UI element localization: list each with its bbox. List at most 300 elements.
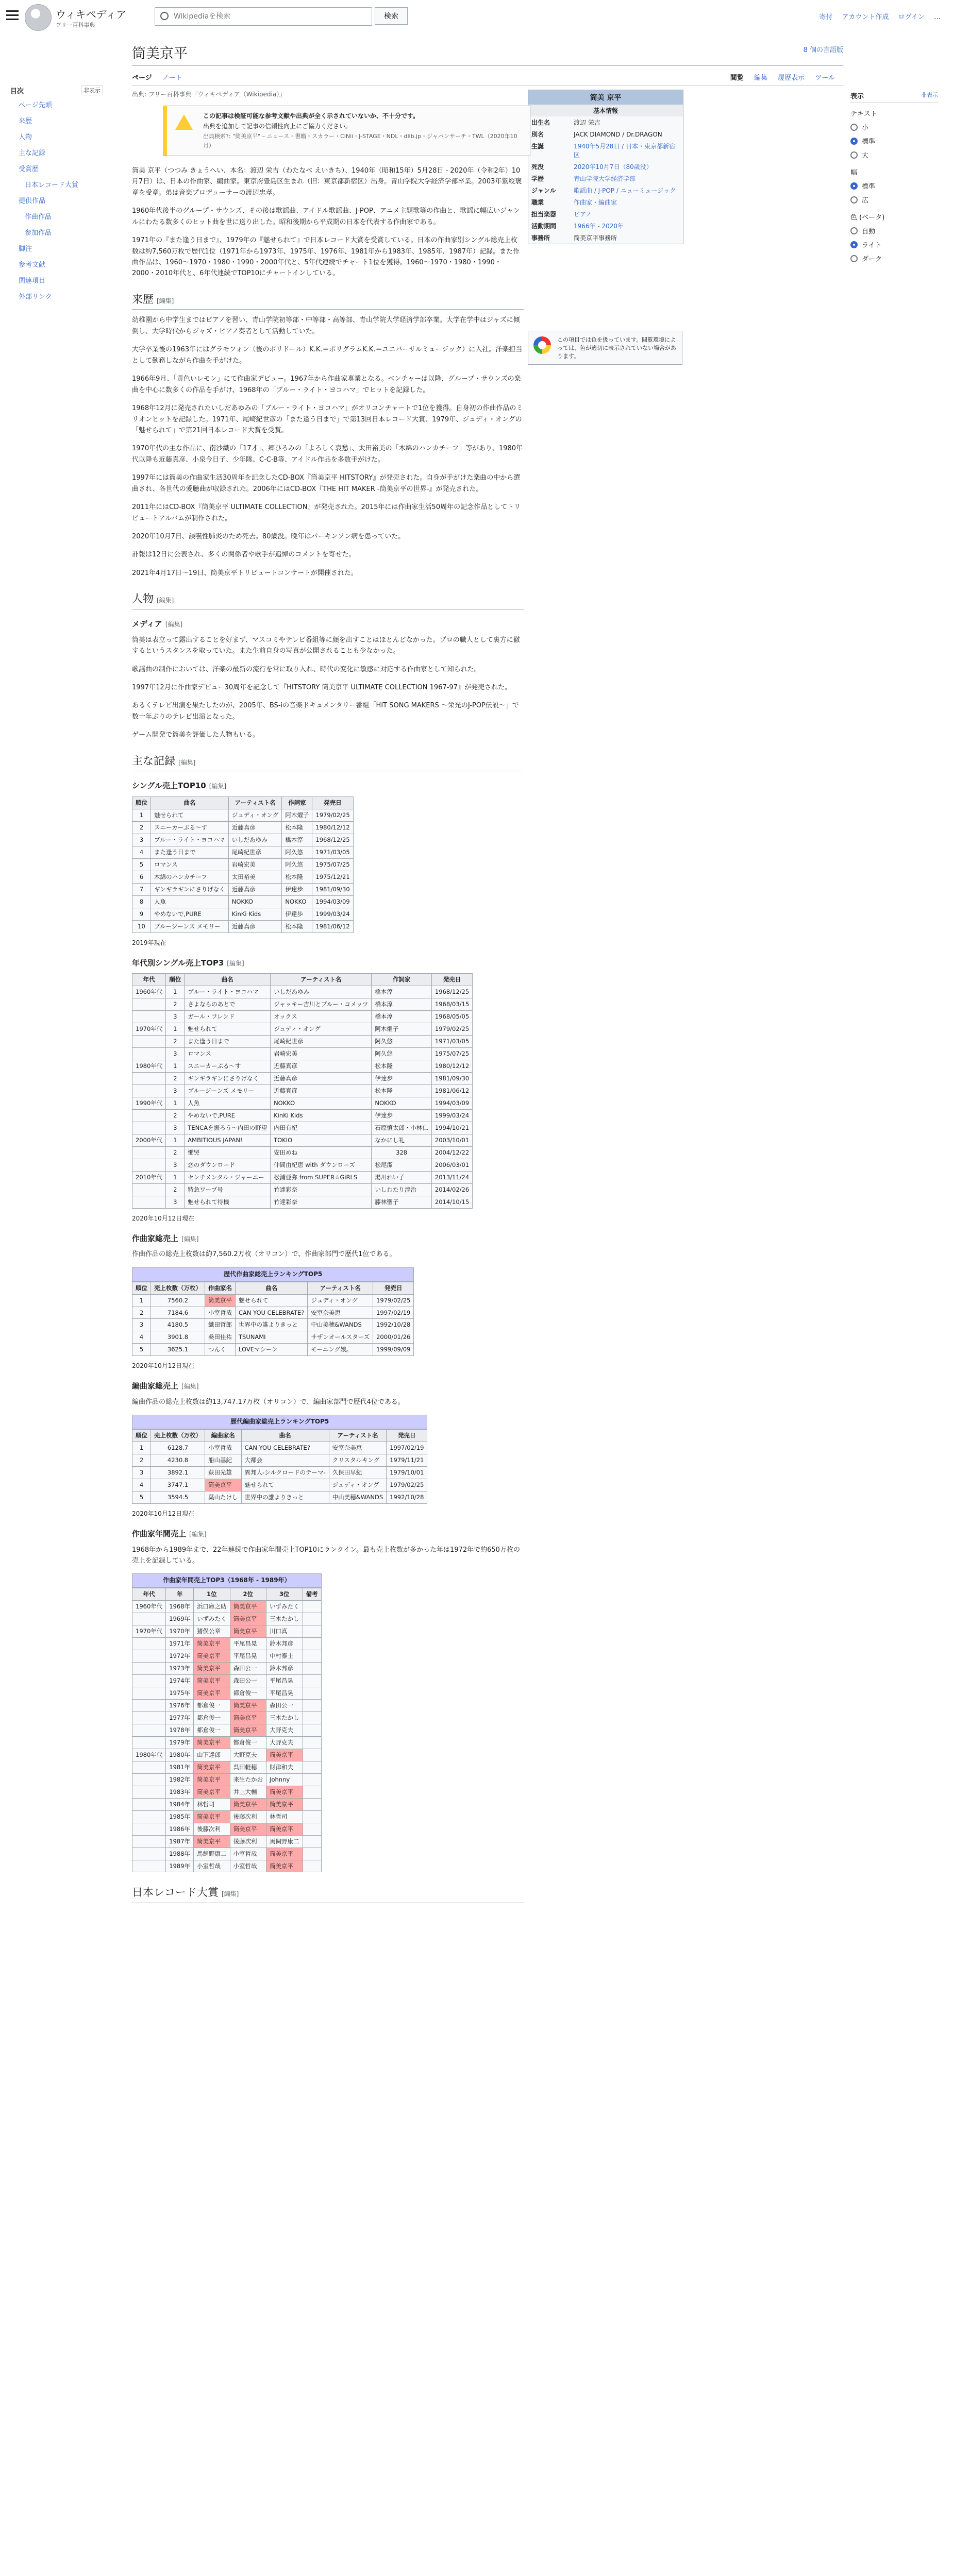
column-header: 順位 bbox=[166, 974, 185, 986]
table-row bbox=[132, 883, 354, 895]
table-cell: オックス bbox=[271, 1011, 372, 1023]
table-row bbox=[132, 1749, 322, 1761]
language-button[interactable]: 8 個の言語版 bbox=[803, 46, 843, 54]
table-cell: いずみたく bbox=[266, 1601, 303, 1613]
table-row bbox=[132, 1736, 322, 1749]
table-cell: CAN YOU CELEBRATE? bbox=[236, 1307, 308, 1319]
table-cell: 松本隆 bbox=[372, 1060, 432, 1073]
table-cell bbox=[303, 1786, 321, 1798]
table-row bbox=[132, 1479, 427, 1492]
table-cell: 1981/06/12 bbox=[431, 1085, 472, 1097]
table-cell: NOKKO bbox=[271, 1097, 372, 1110]
table-cell: 1960年代 bbox=[132, 986, 166, 998]
tab-history[interactable]: 履歴表示 bbox=[778, 74, 805, 82]
table-cell: 2 bbox=[166, 1073, 185, 1085]
table-cell: ジュディ・オング bbox=[271, 1023, 372, 1036]
paragraph: 大学卒業後の1963年にはグラモフォン（後のポリドール）K.K.＝ポリグラムK.K.＝ユニバーサルミュージック）に入社。洋楽担当として勤務しながら作曲を手がけた。 bbox=[132, 346, 523, 365]
table-row bbox=[132, 1110, 473, 1122]
table-row bbox=[132, 1798, 322, 1810]
table-cell bbox=[303, 1699, 321, 1711]
table-cell: 5 bbox=[132, 1492, 151, 1504]
table-cell bbox=[132, 1122, 166, 1134]
table-cell bbox=[303, 1687, 321, 1699]
as-of-note: 2020年10月12日現在 bbox=[132, 1510, 195, 1517]
toc-sidebar bbox=[10, 82, 103, 307]
table-cell: 尾崎紀世彦 bbox=[271, 1036, 372, 1048]
appearance-hide-button[interactable]: 非表示 bbox=[921, 92, 938, 98]
table-cell: 筒美京平 bbox=[266, 1860, 303, 1872]
table-cell: 船山基紀 bbox=[205, 1454, 242, 1467]
tab-page[interactable]: ページ bbox=[132, 74, 152, 82]
tab-read[interactable]: 閲覧 bbox=[730, 74, 744, 82]
color-notice: この項目では色を扱っています。閲覧環境によっては、色が適切に表示されていない場合があります。 bbox=[528, 331, 682, 365]
paragraph: ゲーム開発で筒美を評価した人物もいる。 bbox=[132, 731, 260, 739]
table-cell bbox=[132, 1810, 166, 1823]
toc-item[interactable]: 作曲作品 bbox=[25, 213, 52, 221]
table-row bbox=[132, 1492, 427, 1504]
table-cell: 1979/02/25 bbox=[431, 1023, 472, 1036]
table-row bbox=[132, 1060, 473, 1073]
table-header-row bbox=[132, 1430, 427, 1442]
table-cell: 山下達郎 bbox=[194, 1749, 230, 1761]
paragraph: 訃報は12日に公表され、多くの関係者や歌手が追悼のコメントを寄せた。 bbox=[132, 551, 356, 559]
color-auto-radio[interactable]: 自動 bbox=[850, 226, 938, 235]
table-cell: ギンギラギンにさりげなく bbox=[151, 883, 229, 895]
table-row bbox=[132, 908, 354, 920]
edit-section-link[interactable]: [編集] bbox=[222, 1890, 239, 1898]
table-row bbox=[132, 1674, 322, 1687]
table-cell: 平尾昌晃 bbox=[266, 1687, 303, 1699]
table-cell: 筒美京平 bbox=[194, 1835, 230, 1848]
table-cell bbox=[132, 1699, 166, 1711]
table-cell: 1976年 bbox=[166, 1699, 194, 1711]
table-row bbox=[132, 1687, 322, 1699]
table-cell: 1968/12/25 bbox=[431, 986, 472, 998]
more-menu-icon[interactable]: … bbox=[934, 13, 941, 21]
text-standard-radio[interactable]: 標準 bbox=[850, 136, 938, 146]
table-cell: 魅せられて bbox=[185, 1023, 271, 1036]
table-cell: いしわたり淳治 bbox=[372, 1183, 432, 1196]
table-cell: 1999/03/24 bbox=[312, 908, 353, 920]
table-cell bbox=[303, 1860, 321, 1872]
table-cell: ギンギラギンにさりげなく bbox=[185, 1073, 271, 1085]
edit-section-link[interactable]: [編集] bbox=[165, 620, 183, 628]
table-cell: 伊達歩 bbox=[372, 1110, 432, 1122]
table-cell: 2003/10/01 bbox=[431, 1134, 472, 1146]
search-button[interactable]: 検索 bbox=[375, 7, 408, 25]
table-cell: 2 bbox=[132, 1454, 151, 1467]
table-cell: 小室哲哉 bbox=[205, 1442, 242, 1454]
table-cell: 2014/10/15 bbox=[431, 1196, 472, 1208]
table-cell: 2 bbox=[166, 998, 185, 1011]
table-cell: 小室哲哉 bbox=[194, 1860, 230, 1872]
paragraph: 筒美は表立って露出することを好まず、マスコミやテレビ番組等に顔を出すことはほとんどなかった。プロの職人として裏方に徹するというスタンスを取っていた。また生前自身の写真が公開されることも少なかった。 bbox=[132, 636, 520, 655]
page-tabs bbox=[132, 69, 843, 86]
section-heading: 日本レコード大賞 [編集] bbox=[132, 1884, 524, 1903]
table-cell bbox=[132, 1786, 166, 1798]
table-cell: 橋本淳 bbox=[282, 834, 312, 846]
table-row bbox=[132, 1097, 473, 1110]
table-cell: 恋のダウンロード bbox=[185, 1159, 271, 1171]
table-row bbox=[132, 895, 354, 908]
table-cell: 1968/12/25 bbox=[312, 834, 353, 846]
table-caption: 歴代作曲家総売上ランキングTOP5 bbox=[132, 1267, 414, 1282]
table-cell: 1985年 bbox=[166, 1810, 194, 1823]
table-row bbox=[132, 1663, 322, 1675]
table-cell: 1970年代 bbox=[132, 1625, 166, 1638]
table-cell: ジャッキー吉川とブルー・コメッツ bbox=[271, 998, 372, 1011]
section-heading: 来歴 [編集] bbox=[132, 291, 524, 310]
infobox-title: 筒美 京平 bbox=[528, 90, 683, 105]
toc-item[interactable]: 主な記録 bbox=[19, 149, 46, 157]
column-header: 発売日 bbox=[373, 1282, 414, 1294]
width-standard-radio[interactable]: 標準 bbox=[850, 181, 938, 191]
table-cell: 財津和夫 bbox=[266, 1761, 303, 1773]
color-light-radio[interactable]: ライト bbox=[850, 240, 938, 249]
table-cell: 1997/02/19 bbox=[373, 1307, 414, 1319]
table-cell: 3 bbox=[132, 1319, 151, 1331]
infobox-row: ジャンル 歌謡曲 / J-POP / ニューミュージック bbox=[531, 187, 676, 194]
text-size-label: テキスト bbox=[850, 110, 877, 118]
yearly-top3-table bbox=[132, 1573, 322, 1872]
table-cell: 世界中の誰よりきっと bbox=[236, 1319, 308, 1331]
toc-item[interactable]: ページ先頭 bbox=[19, 101, 52, 109]
edit-section-link[interactable]: [編集] bbox=[181, 1235, 199, 1243]
toc-item[interactable]: 提供作品 bbox=[19, 197, 46, 205]
paragraph: 1966年9月、「黄色いレモン」にて作曲家デビュー。1967年から作曲家専業となる。ベンチャーは以降、グループ・サウンズの楽曲を中心に数多くの作品を手がけ、1968年の「ブルー・ライト・ヨコハマ」でヒットを記録した。 bbox=[132, 375, 521, 394]
color-wheel-icon bbox=[533, 336, 551, 354]
table-cell: 都倉俊一 bbox=[194, 1724, 230, 1736]
table-cell: 鈴木邦彦 bbox=[266, 1638, 303, 1650]
table-cell: 1970年代 bbox=[132, 1023, 166, 1036]
table-cell: 来生たかお bbox=[230, 1773, 266, 1786]
table-cell: 1977年 bbox=[166, 1711, 194, 1724]
color-dark-radio[interactable]: ダーク bbox=[850, 253, 938, 263]
table-cell: 小室哲哉 bbox=[205, 1307, 236, 1319]
edit-section-link[interactable]: [編集] bbox=[157, 297, 174, 304]
table-header-row bbox=[132, 1282, 414, 1294]
table-cell: 1989年 bbox=[166, 1860, 194, 1872]
tab-edit[interactable]: 編集 bbox=[754, 74, 767, 82]
table-cell bbox=[132, 1848, 166, 1860]
table-cell: 筒美京平 bbox=[194, 1773, 230, 1786]
table-cell: ジュディ・オング bbox=[308, 1294, 373, 1307]
table-cell: 安室奈美恵 bbox=[308, 1307, 373, 1319]
table-row bbox=[132, 1699, 322, 1711]
table-row bbox=[132, 809, 354, 822]
table-cell: 3 bbox=[132, 1467, 151, 1479]
column-header: 3位 bbox=[266, 1588, 303, 1601]
table-cell: 2006/03/01 bbox=[431, 1159, 472, 1171]
table-cell: 久保田早紀 bbox=[329, 1467, 386, 1479]
text-small-radio[interactable]: 小 bbox=[850, 122, 938, 132]
table-row bbox=[132, 1860, 322, 1872]
infobox-row: 死没 2020年10月7日（80歳没） bbox=[531, 163, 653, 171]
table-cell bbox=[303, 1835, 321, 1848]
tab-tools[interactable]: ツール bbox=[815, 74, 835, 82]
table-cell: 1 bbox=[132, 1442, 151, 1454]
table-cell: 2 bbox=[166, 1036, 185, 1048]
table-cell: 1979/10/01 bbox=[387, 1467, 427, 1479]
table-cell: サザンオールスターズ bbox=[308, 1331, 373, 1344]
table-header-row bbox=[132, 1588, 322, 1601]
donate-link[interactable]: 寄付 bbox=[819, 13, 833, 21]
table-cell: 太田裕美 bbox=[228, 871, 282, 883]
table-cell: 魅せられて bbox=[151, 809, 229, 822]
table-row bbox=[132, 1196, 473, 1208]
table-cell: 4 bbox=[132, 1479, 151, 1492]
toc-hide-button[interactable]: 非表示 bbox=[81, 86, 103, 95]
column-header: 曲名 bbox=[241, 1430, 329, 1442]
wikipedia-logo[interactable] bbox=[25, 4, 52, 31]
table-row bbox=[132, 1625, 322, 1638]
table-cell: 平尾昌晃 bbox=[266, 1674, 303, 1687]
table-row bbox=[132, 1319, 414, 1331]
login-link[interactable]: ログイン bbox=[898, 13, 925, 21]
search-input[interactable] bbox=[173, 10, 329, 23]
column-header: 曲名 bbox=[151, 797, 229, 809]
table-cell bbox=[303, 1761, 321, 1773]
table-cell: 林哲司 bbox=[194, 1798, 230, 1810]
table-cell: 筒美京平 bbox=[194, 1736, 230, 1749]
table-cell: 近藤真彦 bbox=[228, 920, 282, 933]
table-row bbox=[132, 1307, 414, 1319]
paragraph: 編曲作品の総売上枚数は約13,747.17万枚（オリコン）で、編曲家部門で歴代4位である。 bbox=[132, 1398, 405, 1406]
table-cell bbox=[132, 1638, 166, 1650]
column-header: 曲名 bbox=[185, 974, 271, 986]
column-header: アーティスト名 bbox=[271, 974, 372, 986]
table-cell: 三木たかし bbox=[266, 1613, 303, 1625]
table-cell: スニーカーぶる〜す bbox=[151, 822, 229, 834]
table-cell: 近藤真彦 bbox=[271, 1085, 372, 1097]
table-cell bbox=[132, 1048, 166, 1060]
section-heading: 人物 [編集] bbox=[132, 590, 524, 609]
table-cell: 1972年 bbox=[166, 1650, 194, 1663]
table-cell: 松尾潔 bbox=[372, 1159, 432, 1171]
table-cell: 橋本淳 bbox=[372, 1011, 432, 1023]
table-row bbox=[132, 1183, 473, 1196]
table-cell: 1979/11/21 bbox=[387, 1454, 427, 1467]
table-cell: 1975/07/25 bbox=[431, 1048, 472, 1060]
table-cell: 筒美京平 bbox=[194, 1810, 230, 1823]
infobox-table bbox=[528, 116, 683, 244]
search-icon bbox=[160, 12, 169, 20]
table-cell bbox=[303, 1711, 321, 1724]
table-row bbox=[132, 1601, 322, 1613]
table-cell: 3 bbox=[166, 1048, 185, 1060]
table-cell bbox=[132, 1011, 166, 1023]
edit-section-link[interactable]: [編集] bbox=[209, 783, 227, 790]
table-cell: 1968年 bbox=[166, 1601, 194, 1613]
table-cell bbox=[132, 998, 166, 1011]
infobox-row: 活動期間 1966年 - 2020年 bbox=[531, 223, 624, 230]
table-cell: 1968/03/15 bbox=[431, 998, 472, 1011]
table-cell bbox=[303, 1736, 321, 1749]
table-cell: また逢う日まで bbox=[185, 1036, 271, 1048]
paragraph: 1997年12月に作曲家デビュー30周年を記念して『HITSTORY 筒美京平 ULTIMATE COLLECTION 1967-97』が発売された。 bbox=[132, 684, 511, 692]
main-menu-button[interactable] bbox=[6, 10, 19, 21]
table-cell: 1981/09/30 bbox=[431, 1073, 472, 1085]
table-cell: 筒美京平 bbox=[194, 1650, 230, 1663]
table-cell: 大都会 bbox=[241, 1454, 329, 1467]
infobox-row: 事務所 筒美京平事務所 bbox=[531, 234, 617, 242]
table-cell bbox=[132, 1835, 166, 1848]
toc-item[interactable]: 外部リンク bbox=[19, 293, 52, 301]
source-line: 出典: フリー百科事典『ウィキペディア（Wikipedia）』 bbox=[132, 91, 286, 98]
table-cell: 筒美京平 bbox=[230, 1724, 266, 1736]
paragraph: あるくテレビ出演を果たしたのが、2005年、BS-iの音楽ドキュメンタリー番組「HIT SONG MAKERS 〜栄光のJ-POP伝説〜」で数十年ぶりのテレビ出演となった。 bbox=[132, 702, 519, 721]
table-cell: 安田めね bbox=[271, 1146, 372, 1159]
toc-item[interactable]: 来歴 bbox=[19, 117, 32, 125]
table-cell: 1980年代 bbox=[132, 1749, 166, 1761]
table-cell: 3 bbox=[166, 1159, 185, 1171]
table-cell: 森田公一 bbox=[230, 1674, 266, 1687]
subsection-heading: シングル売上TOP10 [編集] bbox=[132, 781, 227, 791]
toc-heading: 目次 bbox=[10, 88, 24, 95]
table-cell bbox=[132, 1798, 166, 1810]
table-cell: いしだあゆみ bbox=[228, 834, 282, 846]
table-row bbox=[132, 920, 354, 933]
table-cell: 1975年 bbox=[166, 1687, 194, 1699]
table-cell: 異邦人-シルクロードのテーマ- bbox=[241, 1467, 329, 1479]
table-cell: CAN YOU CELEBRATE? bbox=[241, 1442, 329, 1454]
infobox-row: 担当楽器 ピアノ bbox=[531, 211, 592, 218]
table-cell bbox=[132, 1159, 166, 1171]
table-cell: 1 bbox=[166, 1134, 185, 1146]
table-cell: 阿木燿子 bbox=[282, 809, 312, 822]
table-cell: 3594.5 bbox=[151, 1492, 205, 1504]
table-cell: NOKKO bbox=[372, 1097, 432, 1110]
table-cell bbox=[132, 1674, 166, 1687]
table-cell: 1979/02/25 bbox=[373, 1294, 414, 1307]
table-cell: 筒美京平 bbox=[194, 1663, 230, 1675]
table-cell: 近藤真彦 bbox=[271, 1073, 372, 1085]
table-cell: やめないで,PURE bbox=[185, 1110, 271, 1122]
table-cell: 9 bbox=[132, 908, 151, 920]
table-cell: 魅せられて bbox=[236, 1294, 308, 1307]
table-cell: いしだあゆみ bbox=[271, 986, 372, 998]
column-header: 作詞家 bbox=[282, 797, 312, 809]
table-cell: 藤林聖子 bbox=[372, 1196, 432, 1208]
table-cell: やめないで,PURE bbox=[151, 908, 229, 920]
table-row bbox=[132, 1442, 427, 1454]
infobox-row: 学歴 青山学院大学経済学部 bbox=[531, 175, 636, 182]
column-header: 順位 bbox=[132, 1282, 151, 1294]
edit-section-link[interactable]: [編集] bbox=[157, 597, 174, 604]
table-row bbox=[132, 1773, 322, 1786]
table-cell: 2 bbox=[166, 1146, 185, 1159]
table-row bbox=[132, 1085, 473, 1097]
table-cell: 織田哲郎 bbox=[205, 1319, 236, 1331]
width-wide-radio[interactable]: 広 bbox=[850, 195, 938, 205]
table-cell: 阿木燿子 bbox=[372, 1023, 432, 1036]
table-cell: 1974年 bbox=[166, 1674, 194, 1687]
toc-item[interactable]: 日本レコード大賞 bbox=[25, 181, 79, 189]
toc-item[interactable]: 脚注 bbox=[19, 245, 32, 253]
table-cell bbox=[303, 1625, 321, 1638]
paragraph: 2011年にはCD-BOX『筒美京平 ULTIMATE COLLECTION』が発売された。2015年には作曲家生活50周年の記念作品としてトリビュートアルバムが制作された。 bbox=[132, 503, 521, 522]
table-row bbox=[132, 1159, 473, 1171]
table-cell: 近藤真彦 bbox=[228, 822, 282, 834]
table-cell: ブルー・ライト・ヨコハマ bbox=[185, 986, 271, 998]
infobox-row: 生誕 1940年5月28日 / 日本・東京都新宿区 bbox=[531, 143, 676, 159]
table-row bbox=[132, 986, 473, 998]
table-cell: 2 bbox=[166, 1183, 185, 1196]
site-header bbox=[0, 0, 953, 34]
table-cell: 1981/06/12 bbox=[312, 920, 353, 933]
table-cell: 後藤次利 bbox=[230, 1810, 266, 1823]
table-cell: KinKi Kids bbox=[271, 1110, 372, 1122]
table-cell: 筒美京平 bbox=[230, 1711, 266, 1724]
table-cell: 1971年 bbox=[166, 1638, 194, 1650]
table-cell: 1980/12/12 bbox=[431, 1060, 472, 1073]
table-cell: 1981/09/30 bbox=[312, 883, 353, 895]
table-cell: 1992/10/28 bbox=[387, 1492, 427, 1504]
infobox bbox=[528, 90, 683, 244]
search-box bbox=[155, 7, 398, 26]
table-cell bbox=[132, 1773, 166, 1786]
table-cell: 伊達歩 bbox=[282, 883, 312, 895]
table-cell: いずみたく bbox=[194, 1613, 230, 1625]
edit-section-link[interactable]: [編集] bbox=[181, 1383, 199, 1391]
wordmark[interactable]: ウィキペディア bbox=[56, 8, 127, 21]
table-cell: 世界中の誰よりきっと bbox=[241, 1492, 329, 1504]
column-header: アーティスト名 bbox=[329, 1430, 386, 1442]
table-cell bbox=[303, 1650, 321, 1663]
lead-paragraph: 1971年の『また逢う日まで』、1979年の『魅せられて』で日本レコード大賞を受賞している。日本の作曲家別シングル総売上枚数は約7,560万枚で歴代1位（1971年から1973年、1975年、1976年、1981年から1983年、1985年、1987年）記録。また作曲作品は、1960～1970・1980・1990・2000年代と、5年代連続でチャート1位を獲得。1960～1970・1980・1990・2000・2010年代と、6年代連続でTOP10にチャートインしている。 bbox=[132, 236, 520, 278]
table-row bbox=[132, 1294, 414, 1307]
table-cell: 328 bbox=[372, 1146, 432, 1159]
table-cell: 1 bbox=[166, 1171, 185, 1183]
text-large-radio[interactable]: 大 bbox=[850, 150, 938, 160]
subsection-heading: 編曲家総売上 [編集] bbox=[132, 1381, 199, 1391]
tab-talk[interactable]: ノート bbox=[162, 74, 182, 82]
table-row bbox=[132, 1023, 473, 1036]
table-cell: 筒美京平 bbox=[230, 1699, 266, 1711]
edit-section-link[interactable]: [編集] bbox=[189, 1530, 207, 1538]
table-cell: 馬飼野康二 bbox=[266, 1835, 303, 1848]
table-header-row bbox=[132, 974, 473, 986]
as-of-note: 2019年現在 bbox=[132, 939, 166, 946]
table-cell: ジュディ・オング bbox=[228, 809, 282, 822]
table-row bbox=[132, 998, 473, 1011]
table-row bbox=[132, 1011, 473, 1023]
table-cell: モーニング娘。 bbox=[308, 1344, 373, 1356]
table-cell: 森田公一 bbox=[230, 1663, 266, 1675]
table-cell: 魅せられて bbox=[241, 1479, 329, 1492]
table-cell: 筒美京平 bbox=[194, 1687, 230, 1699]
table-cell: 1979/02/25 bbox=[312, 809, 353, 822]
toc-item[interactable]: 人物 bbox=[19, 133, 32, 141]
column-header: 売上枚数（万枚） bbox=[151, 1430, 205, 1442]
column-header: 売上枚数（万枚） bbox=[151, 1282, 205, 1294]
table-cell: NOKKO bbox=[282, 895, 312, 908]
toc-item[interactable]: 参加作品 bbox=[25, 229, 52, 237]
toc-item[interactable]: 関連項目 bbox=[19, 277, 46, 285]
table-row bbox=[132, 1810, 322, 1823]
toc-item[interactable]: 受賞歴 bbox=[19, 165, 39, 173]
column-header: 発売日 bbox=[312, 797, 353, 809]
as-of-note: 2020年10月12日現在 bbox=[132, 1214, 195, 1222]
edit-section-link[interactable]: [編集] bbox=[178, 758, 196, 766]
edit-section-link[interactable]: [編集] bbox=[227, 959, 244, 967]
table-cell: 1992/10/28 bbox=[373, 1319, 414, 1331]
table-cell: 都倉俊一 bbox=[230, 1736, 266, 1749]
table-cell: ブルージーンズ メモリー bbox=[151, 920, 229, 933]
toc-item[interactable]: 参考文献 bbox=[19, 261, 46, 269]
table-cell: 石原慎太郎・小林仁 bbox=[372, 1122, 432, 1134]
create-account-link[interactable]: アカウント作成 bbox=[842, 13, 889, 21]
